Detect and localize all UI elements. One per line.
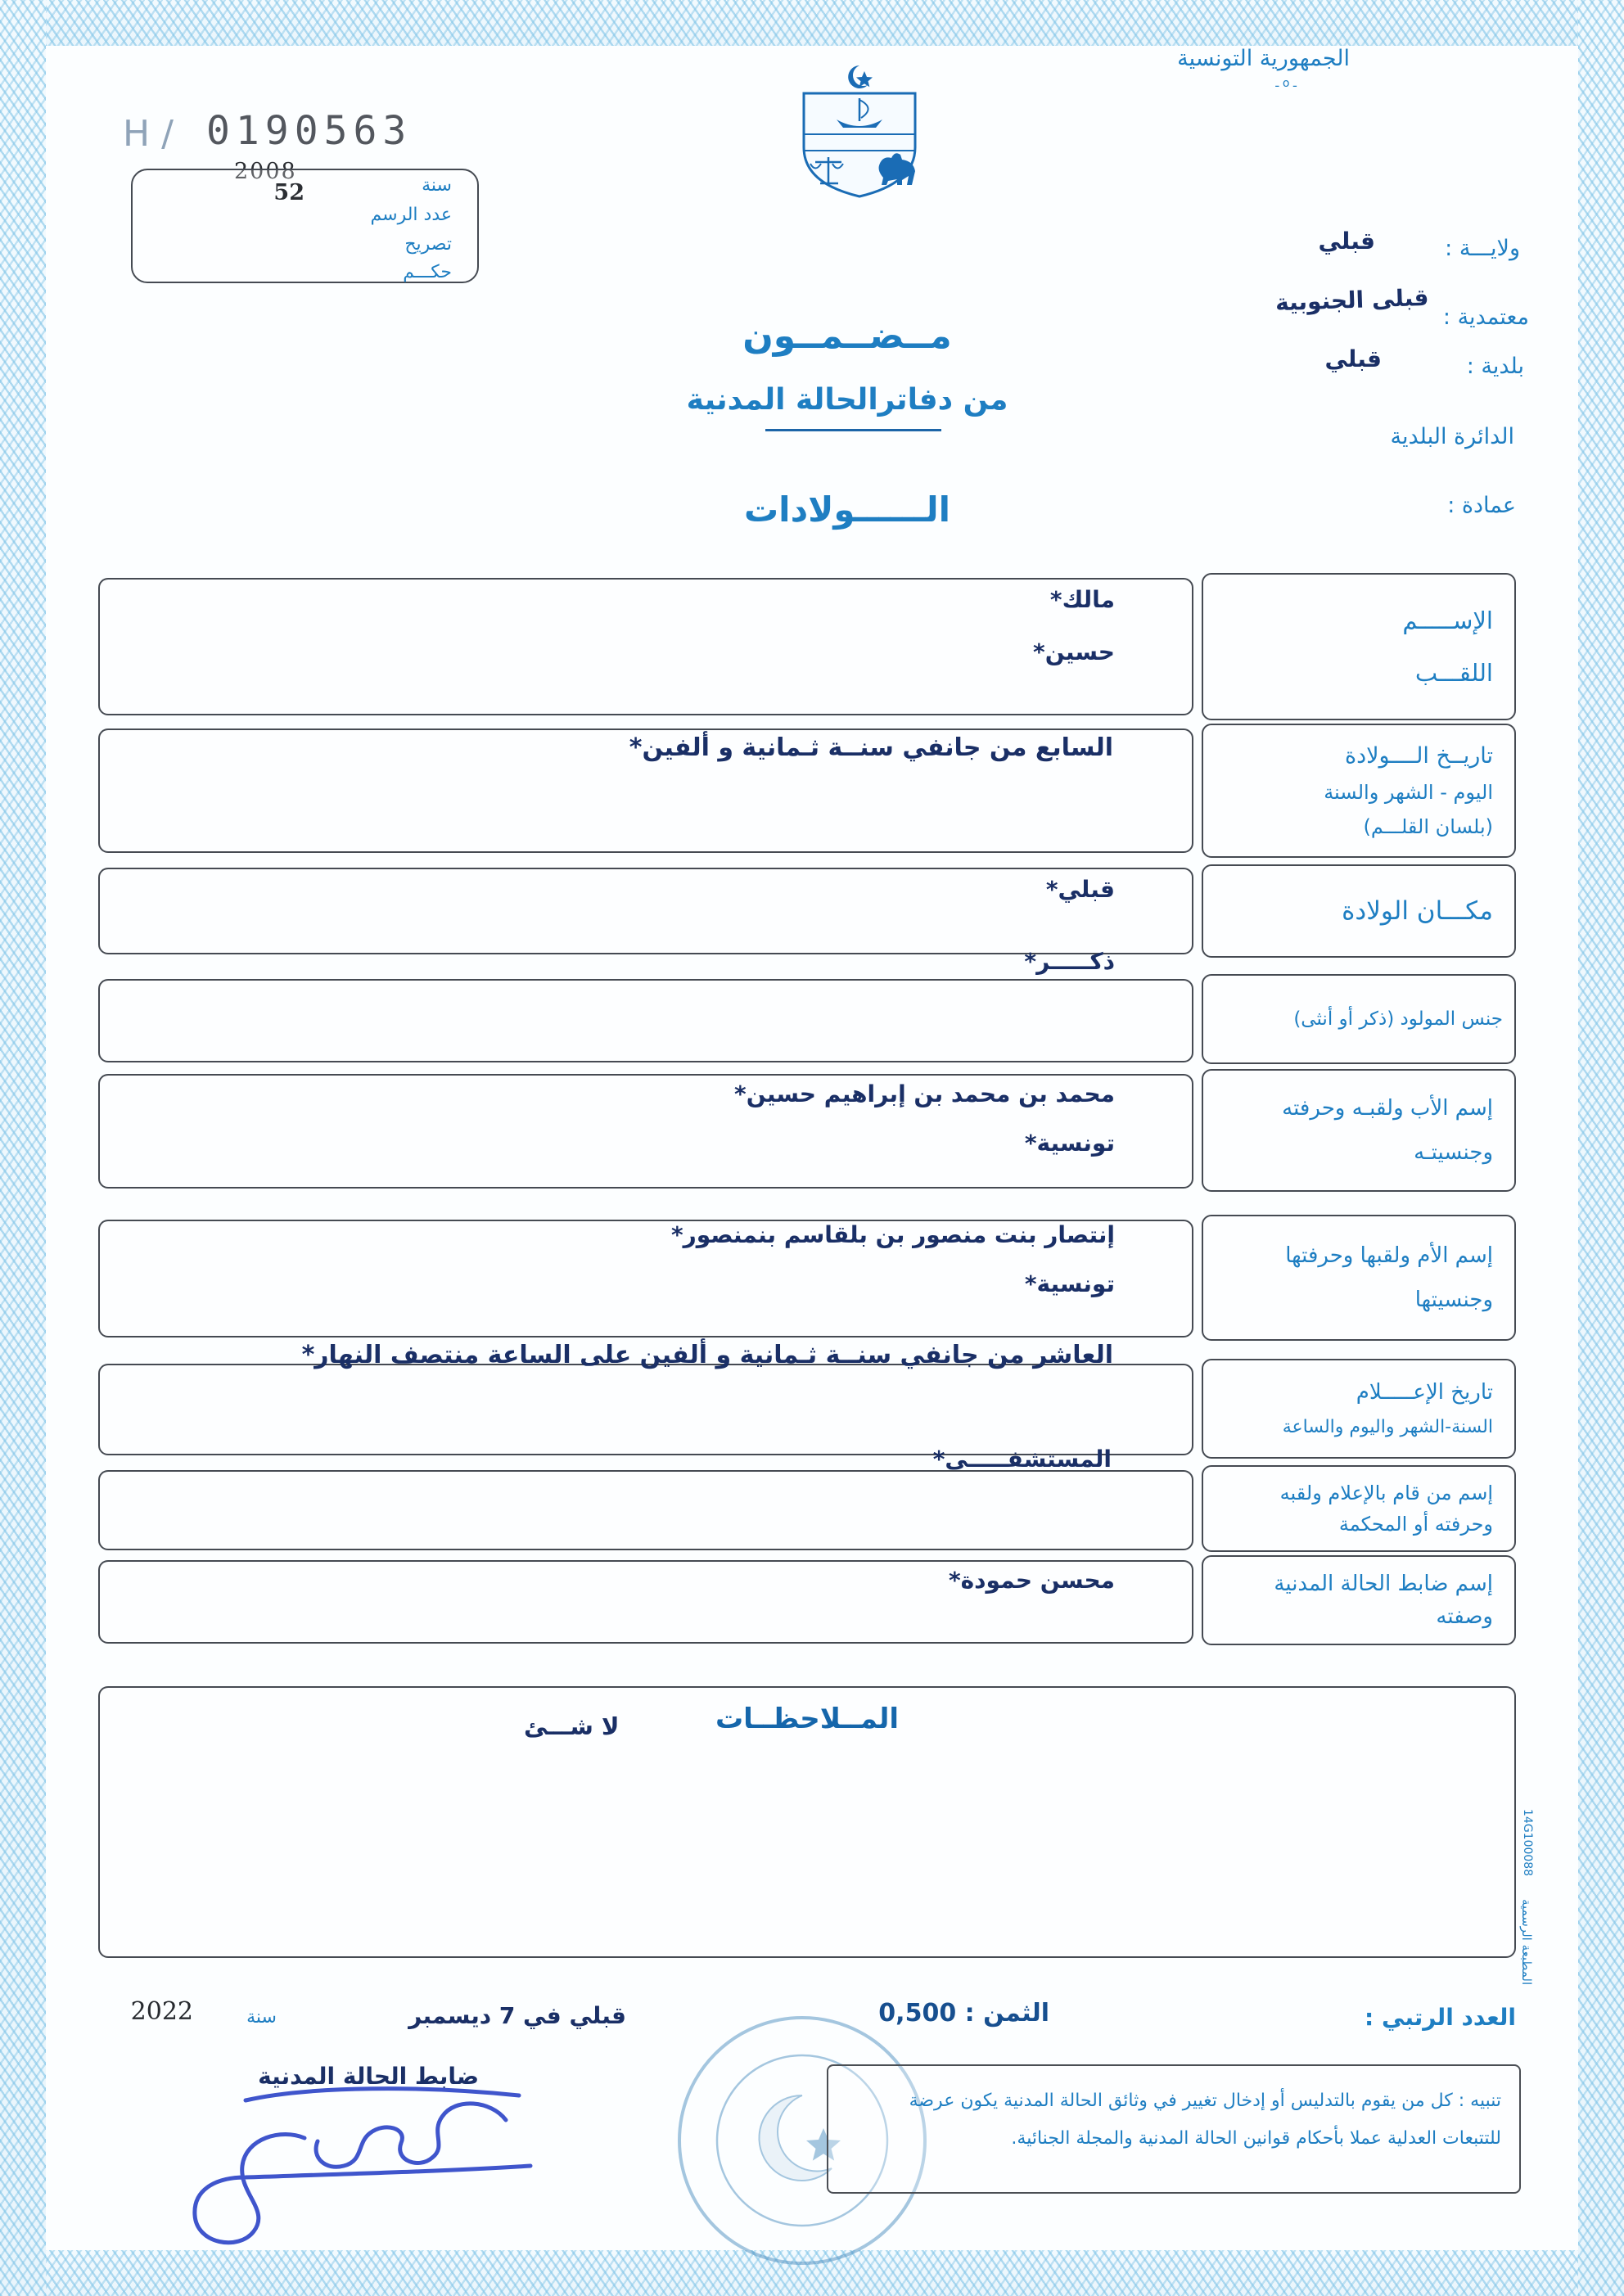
birthplace-value: قبلي* [1045, 876, 1115, 903]
birthdate-value: السابع من جانفي سنــة ثـمانية و ألفين* [629, 733, 1113, 762]
notifier-label-box [1202, 1465, 1516, 1552]
father-label-line1: إسم الأب ولقبـه وحرفته [1282, 1096, 1493, 1121]
father-label-box [1202, 1069, 1516, 1192]
notification-date-field-box [98, 1364, 1193, 1455]
republic-ornament: ـ o ـ [1275, 77, 1297, 90]
gender-field-box [98, 979, 1193, 1062]
doc-title-line3: الــــــولادات [743, 489, 951, 530]
notifier-label-line2: وحرفته أو المحكمة [1338, 1513, 1493, 1536]
price-value: الثمن : 0,500 [878, 1999, 1049, 2028]
printing-house-label: المطبعة الرسمية [1519, 1899, 1534, 1986]
notifier-value: المستشفـــــى* [932, 1446, 1112, 1473]
registrar-label-box [1202, 1555, 1516, 1645]
name-label-box [1202, 573, 1516, 720]
birthdate-label-line2: اليوم - الشهر والسنة [1324, 780, 1493, 804]
notes-value: لا شـــئ [524, 1712, 620, 1740]
registrar-label-line2: وصفته [1436, 1604, 1493, 1629]
father-name-value: محمد بن محمد بن إبراهيم حسين* [734, 1080, 1115, 1107]
ref-year-label: سنة [422, 175, 452, 196]
footer-year-value: 2022 [130, 1997, 193, 2026]
notes-title: المــلاحظــات [715, 1703, 900, 1735]
notification-date-value: العاشر من جانفي سنــة ثـمانية و ألفين على الساعة منتصف النهار* [301, 1341, 1113, 1369]
serial-year: 2008 [234, 159, 297, 184]
border-left [0, 0, 46, 2296]
notifier-field-box [98, 1470, 1193, 1550]
doc-title-line1: مــضــمــون [742, 315, 952, 357]
notice-line2: للتتبعات العدلية عملا بأحكام قوانين الحالة المدنية والمجلة الجنائية. [1011, 2128, 1501, 2149]
notice-line1: تنبيه : كل من يقوم بالتدليس أو إدخال تغيير في وثائق الحالة المدنية يكون عرضة [909, 2091, 1501, 2111]
mother-label-line2: وجنسيتها [1414, 1288, 1493, 1313]
father-nationality-value: تونسية* [1024, 1130, 1115, 1157]
city-date-value: قبلي في 7 ديسمبر [408, 2002, 626, 2029]
printing-code: 14G100088 [1521, 1809, 1534, 1877]
border-right [1578, 0, 1624, 2296]
surname-label: اللقـــب [1414, 659, 1493, 688]
father-label-line2: وجنسيتـه [1414, 1139, 1493, 1165]
doc-title-line2: من دفاترالحالة المدنية [686, 383, 1008, 417]
gender-value: ذكـــــر* [1024, 948, 1115, 975]
name-label: الإســـــم [1402, 606, 1493, 634]
republic-title: الجمهورية التونسية [1177, 46, 1350, 71]
birthplace-label-box [1202, 864, 1516, 958]
serial-number: 0190563 [206, 108, 413, 154]
ref-declaration-label: تصريح [404, 234, 452, 255]
birthplace-label: مكـــان الولادة [1342, 896, 1493, 926]
notice-box [827, 2064, 1521, 2194]
mother-nationality-value: تونسية* [1024, 1270, 1115, 1297]
birthdate-label-line3: (بلسان القلـــم) [1363, 814, 1493, 838]
gender-label-box [1202, 974, 1516, 1064]
birthdate-label-line1: تاريــخ الــــولادة [1344, 743, 1493, 769]
surname-value: حسين* [1033, 638, 1115, 665]
mother-name-value: إنتصار بنت منصور بن بلقاسم بنمنصور* [671, 1221, 1115, 1248]
registrar-label-line1: إسم ضابط الحالة المدنية [1274, 1572, 1493, 1596]
mother-label-box [1202, 1215, 1516, 1341]
ref-year-value: 52 [273, 180, 304, 205]
tunisia-coat-of-arms-icon [778, 59, 941, 202]
baladiya-label: بلدية : [1466, 354, 1524, 379]
ref-judgement-label: حكـــم [403, 262, 452, 282]
imada-label: عمادة : [1447, 493, 1516, 518]
baladiya-value: قبلي [1324, 345, 1382, 372]
ref-act-number-label: عدد الرسم [370, 205, 452, 225]
district-label: الدائرة البلدية [1390, 424, 1514, 449]
birthdate-label-box [1202, 724, 1516, 858]
notification-date-label-line1: تاريخ الإعـــــلام [1356, 1379, 1493, 1405]
delegation-value: قبلى الجنوبية [1274, 283, 1429, 317]
border-top [0, 0, 1624, 46]
notification-date-label-line2: السنة-الشهر واليوم والساعة [1282, 1417, 1493, 1438]
name-field-box [98, 578, 1193, 715]
footer-year-label: سنة [246, 2007, 277, 2028]
registrar-value: محسن حمودة* [949, 1567, 1115, 1594]
mother-label-line1: إسم الأم ولقبها وحرفتها [1285, 1243, 1493, 1268]
title-underline [765, 429, 941, 431]
officer-signature-title: ضابط الحالة المدنية [258, 2063, 479, 2090]
delegation-label: معتمدية : [1442, 304, 1529, 330]
name-value: مالك* [1049, 586, 1115, 613]
birthplace-field-box [98, 868, 1193, 954]
notifier-label-line1: إسم من قام بالإعلام ولقبه [1279, 1482, 1493, 1504]
wilaya-value: قبلي [1318, 228, 1375, 255]
order-number-label: العدد الرتبي : [1365, 2004, 1516, 2031]
wilaya-label: ولايـــة : [1445, 236, 1520, 261]
signature [147, 2071, 573, 2259]
gender-label: جنس المولود (ذكر أو أنثى) [1293, 1008, 1503, 1030]
notification-date-label-box [1202, 1359, 1516, 1459]
serial-prefix: H / [123, 113, 174, 155]
